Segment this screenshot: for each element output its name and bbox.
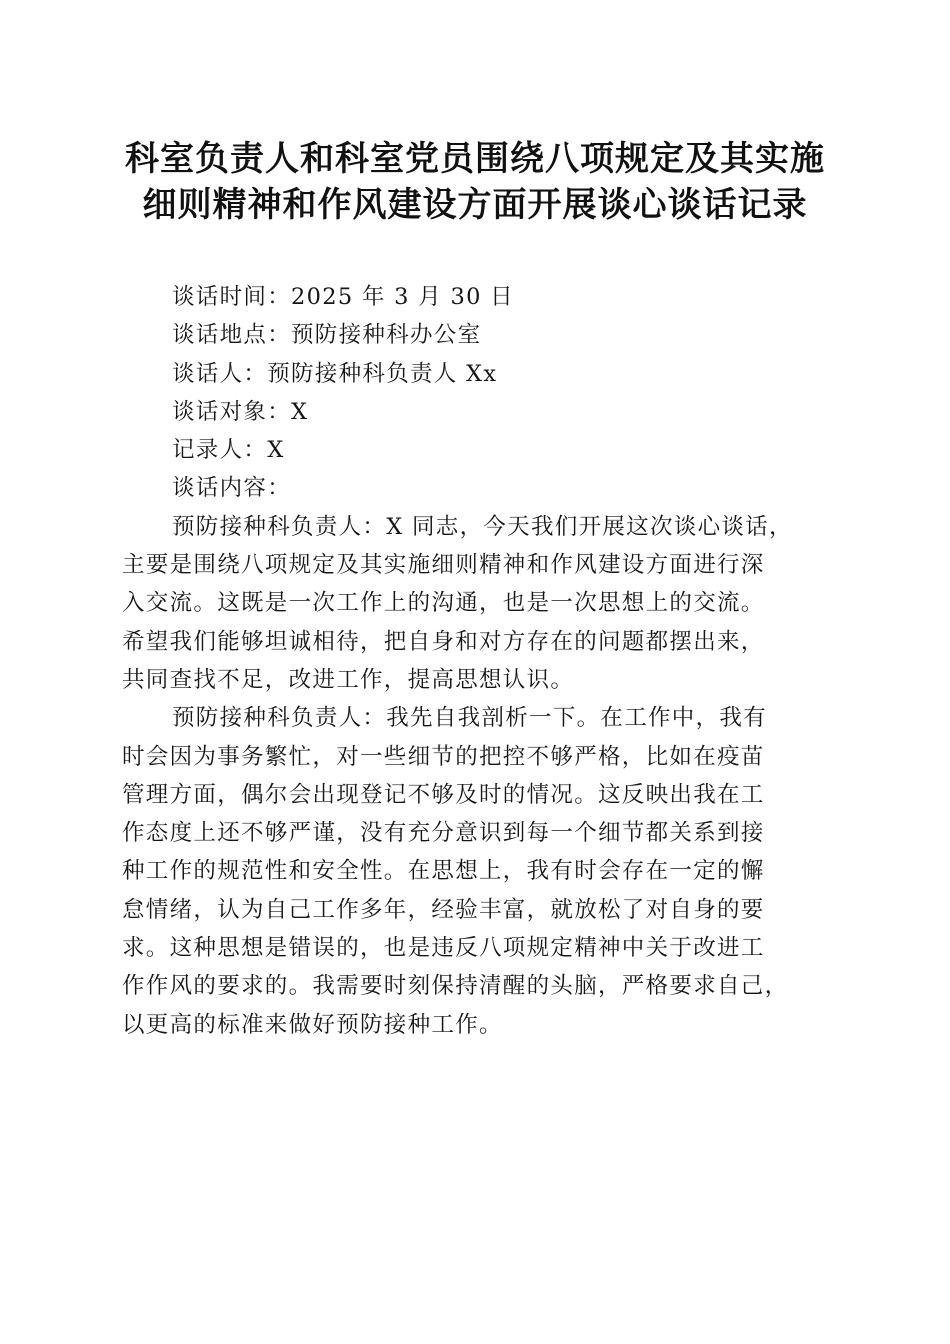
meta-content-label: 谈话内容：: [172, 475, 292, 502]
paragraph-line: 作作风的要求的。我需要时刻保持清醒的头脑，严格要求自己，: [122, 973, 789, 1000]
meta-recorder: 记录人：X: [172, 437, 285, 464]
title-line-2: 细则精神和作风建设方面开展谈心谈话记录: [142, 185, 808, 225]
paragraph-line: 预防接种科负责人：X 同志，今天我们开展这次谈心谈话，: [172, 513, 793, 540]
paragraph-line: 主要是围绕八项规定及其实施细则精神和作风建设方面进行深: [122, 552, 765, 579]
paragraph-line: 入交流。这既是一次工作上的沟通，也是一次思想上的交流。: [122, 590, 765, 617]
paragraph-line: 作态度上还不够严谨，没有充分意识到每一个细节都关系到接: [122, 820, 765, 847]
title-line-1: 科室负责人和科室党员围绕八项规定及其实施: [125, 139, 825, 179]
paragraph-line: 时会因为事务繁忙，对一些细节的把控不够严格，比如在疫苗: [122, 743, 765, 770]
paragraph-line: 求。这种思想是错误的，也是违反八项规定精神中关于改进工: [122, 935, 765, 962]
paragraph-2: [122, 699, 834, 1044]
paragraph-line: 共同查找不足，改进工作，提高思想认识。: [122, 666, 575, 693]
paragraph-line: 以更高的标准来做好预防接种工作。: [122, 1011, 503, 1038]
meta-target: 谈话对象：X: [172, 398, 309, 425]
paragraph-line: 怠情绪，认为自己工作多年，经验丰富，就放松了对自身的要: [122, 896, 765, 923]
meta-speaker: 谈话人：预防接种科负责人 Xx: [172, 360, 498, 387]
paragraph-line: 希望我们能够坦诚相待，把自身和对方存在的问题都摆出来，: [122, 628, 765, 655]
paragraph-1: [122, 508, 834, 699]
document-body: [122, 278, 834, 1044]
paragraph-line: 种工作的规范性和安全性。在思想上，我有时会存在一定的懈: [122, 858, 765, 885]
meta-place: 谈话地点：预防接种科办公室: [172, 322, 482, 349]
paragraph-line: 管理方面，偶尔会出现登记不够及时的情况。这反映出我在工: [122, 781, 765, 808]
paragraph-line: 预防接种科负责人：我先自我剖析一下。在工作中，我有: [172, 705, 768, 732]
document-title: [100, 136, 850, 228]
meta-time: 谈话时间：2025 年 3 月 30 日: [172, 284, 514, 310]
